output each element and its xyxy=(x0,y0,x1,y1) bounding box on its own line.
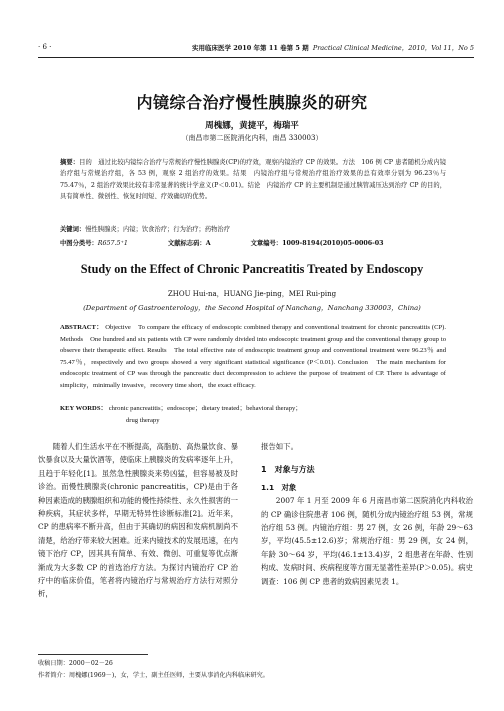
en-abstract xyxy=(60,322,446,392)
en-keywords-line2: drug therapy xyxy=(126,416,160,424)
en-keywords-label: KEY WORDS： xyxy=(60,405,108,412)
en-abstract-label: ABSTRACT： xyxy=(60,324,104,331)
cn-abstract-text: 目的 通过比较内镜综合治疗与常规治疗慢性胰腺炎(CP)的疗效，观察内镜治疗 CP 的效果。方法 106 例 CP 患者随机分成内镜治疗组与常规治疗组，各 53 例，观察 2 组治疗的效果。结果 内镜治疗组与常规治疗组治疗效果的总有效率分别为 96.23％与 75.47％，2 组治疗效果比较有非常显著的统计学意义(P＜0.01)。结论 内镜治疗 CP 的主要机制是通过胰管减压达到治疗 CP 的目的，具有简单性、微创性、恢复时间短、疗效确切的优势。 xyxy=(60,159,446,201)
intro-paragraph: 随着人们生活水平在不断提高，高脂肪、高热量饮食、暴饮暴食以及大量饮酒等，使临床上胰腺炎的发病率逐年上升，且趋于年轻化[1]。虽然急性胰腺炎来势凶猛，但容易被及时诊治。而慢性胰腺炎(chronic pancreatitis，CP)是由于各种因素造成的胰腺组织和功能的慢性持续性、永久性损害的一种疾病，其症状多样，早期无特异性诊断标准[2]。近年来，CP 的患病率不断升高，但由于其确切的病因和发病机制尚不清楚，给治疗带来较大困难。近来内镜技术的发展迅速，在内镜下治疗 CP，因其具有简单、有效、微创、可重复等优点渐渐成为大多数 CP 的首选治疗方法。为探讨内镜治疗 CP 治疗中的临床价值，笔者将内镜治疗与常规治疗方法行对照分析， xyxy=(38,442,238,599)
page-number: · 6 · xyxy=(38,43,52,51)
journal-en: Practical Clinical Medicine，2010，Vol 11，No 5 xyxy=(312,44,474,52)
author-bio: 作者简介：周槐娜(1969－)，女，学士，副主任医师，主要从事消化内科临床研究。 xyxy=(38,672,269,679)
header-rule xyxy=(38,57,474,58)
subsection-heading-1-1: 1.1 对象 xyxy=(261,482,297,492)
footnote-rule xyxy=(38,654,148,655)
en-affiliation: (Department of Gastroenterology，the Second Hospital of Nanchang，Nanchang 330003，China) xyxy=(83,304,421,312)
journal-cn: 实用临床医学 2010 年第 11 卷第 5 期 xyxy=(191,44,309,52)
received-date: 收稿日期：2000－02－26 xyxy=(38,660,113,667)
body-right-column xyxy=(261,440,473,588)
affiliation: （南昌市第二医院消化内科，南昌 330003） xyxy=(181,134,323,142)
cn-keywords-label: 关键词： xyxy=(60,226,86,233)
section-heading-1: 1 对象与方法 xyxy=(261,465,315,475)
cn-abstract-label: 摘要： xyxy=(60,159,80,166)
subjects-paragraph: 2007 年 1 月至 2009 年 6 月南昌市第二医院消化内科收治的 CP 确诊住院患者 106 例，随机分成内镜治疗组 53 例，常规治疗组 53 例。内镜治疗组：男 27 例，女 26 例，年龄 29～63 岁，平均(45.5±12.6)岁；常规治疗组：男 29 例，女 24 例，年龄 30～64 岁，平均(46.1±13.4)岁，2 组患者在年龄、性别构成、发病时间、疾病程度等方面无显著性差异(P＞0.05)。病史调查：106 例 CP 患者的致病因素见表 1。 xyxy=(261,496,473,586)
clc-label: 中图分类号： xyxy=(60,240,98,247)
doc-code-value: A xyxy=(205,240,211,247)
en-keywords xyxy=(60,403,446,426)
clc-value: R657.5⁺1 xyxy=(97,240,128,247)
intro-continued: 报告如下。 xyxy=(261,442,298,451)
en-abstract-text: Objective To compare the efficacy of endoscopic combined therapy and conventional treatment for chronic pancreatitis (CP). Methods One hundred and six patients with CP were randomly divided into endoscopic treatment group and the conventional therapy group to observe their therapeutic effect. Results The total effective rate of endoscopic treatment group and conventional treatment were 96.23％ and 75.47％，respectively and two groups showed a very significant statistical significance (P＜0.01). Conclusion The main mechanism for endoscopic treatment of CP was through the pancreatic duct decompression to achieve the purpose of treatment of CP. There is advantage of simplicity，minimally invasive，recovery time short，the exact efficacy. xyxy=(60,324,446,389)
authors: 周槐娜，黄捷平，梅瑞平 xyxy=(205,121,299,131)
en-authors: ZHOU Hui-na，HUANG Jie-ping，MEI Rui-ping xyxy=(167,290,337,298)
cn-keywords-text: 慢性胰腺炎；内镜；饮食治疗；行为治疗；药物治疗 xyxy=(85,226,231,233)
en-keywords-line1: chronic pancreatitis；endoscope；dietary treated；behavioral therapy； xyxy=(108,405,302,412)
en-title: Study on the Effect of Chronic Pancreatitis Treated by Endoscopy xyxy=(80,262,424,276)
cn-abstract xyxy=(60,157,446,203)
article-no-value: 1009-8194(2010)05-0006-03 xyxy=(282,240,384,247)
journal-info xyxy=(192,43,474,52)
doc-code-label: 文献标志码： xyxy=(167,240,206,247)
article-no-label: 文章编号： xyxy=(250,240,283,247)
body-left-column xyxy=(38,440,238,601)
paper-title: 内镜综合治疗慢性胰腺炎的研究 xyxy=(136,93,368,112)
running-header xyxy=(38,42,474,56)
classification-line xyxy=(60,238,446,247)
cn-keywords xyxy=(60,224,446,233)
